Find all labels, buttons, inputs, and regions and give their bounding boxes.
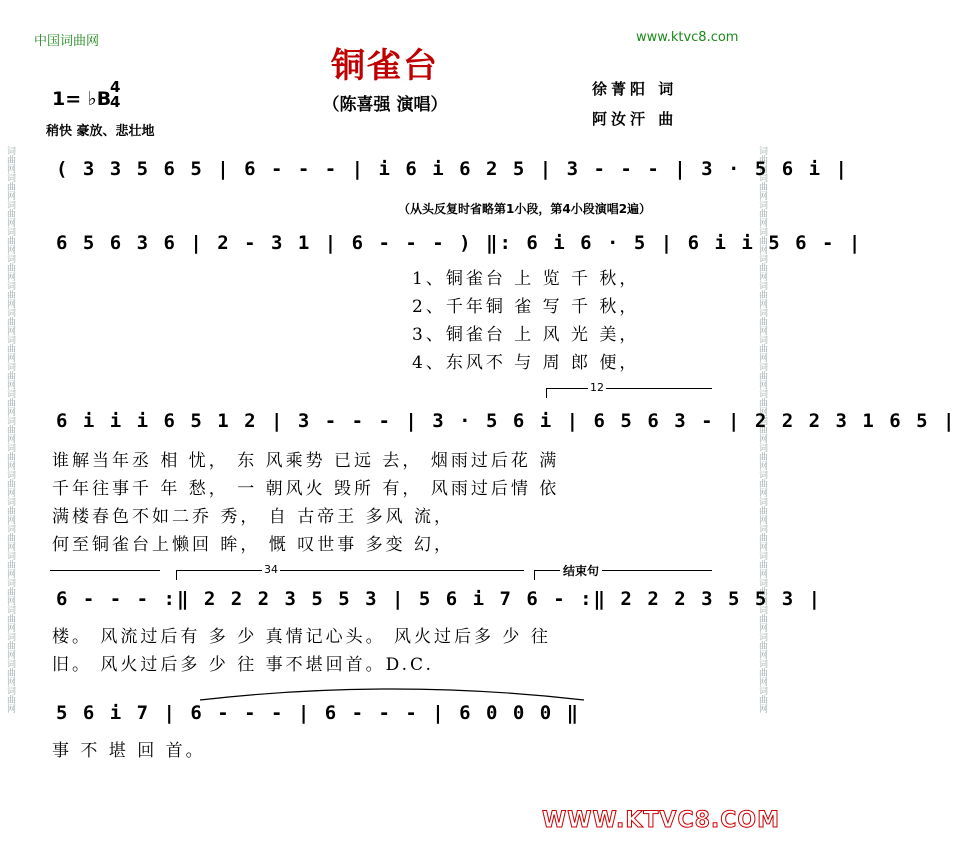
side-watermark-left: 词曲网词曲网词曲网词曲网词曲网词曲网词曲网词曲网词曲网词曲网词曲网词曲网词曲网词曲网词曲网词曲网词曲网词曲网词曲网词曲网词曲网 xyxy=(5,145,15,713)
composer-credit: 阿汝汗 曲 xyxy=(592,110,678,128)
verse-2-line-a: 2、千年铜 雀 写 千 秋， xyxy=(412,297,640,317)
tie-arc xyxy=(196,684,588,702)
ending-marker-34: 34 xyxy=(264,563,278,576)
score-line-4: 6 - - - :‖ 2 2 2 3 5 5 3 | 5 6 i 7 6 - :‖ 2 2 2 3 5 5 3 | xyxy=(56,588,823,610)
key-signature: 1= ♭B xyxy=(52,88,112,110)
repeat-instruction: （从头反复时省略第1小段，第4小段演唱2遍） xyxy=(398,202,652,216)
time-signature xyxy=(110,80,120,110)
site-name-watermark: 中国词曲网 xyxy=(34,34,100,49)
bottom-logo-watermark: WWW.KTVC8.COM xyxy=(542,808,780,833)
verse-3-line-a: 3、铜雀台 上 风 光 美， xyxy=(412,325,640,345)
ending-bracket-34 xyxy=(176,570,524,571)
verse-1-line-b: 谁解当年丞 相 忧， 东 风乘势 已远 去， 烟雨过后花 满 xyxy=(52,451,560,471)
song-title: 铜雀台 xyxy=(331,46,439,86)
site-url-watermark: www.ktvc8.com xyxy=(636,30,739,45)
score-line-2: 6 5 6 3 6 | 2 - 3 1 | 6 - - - ) ‖: 6 i 6 · 5 | 6 i i 5 6 - | xyxy=(56,232,863,254)
ending-bracket-12-tick xyxy=(546,388,547,398)
ending-marker-12: 12 xyxy=(590,381,604,394)
side-watermark-right: 词曲网词曲网词曲网词曲网词曲网词曲网词曲网词曲网词曲网词曲网词曲网词曲网词曲网词曲网词曲网词曲网词曲网词曲网词曲网词曲网词曲网 xyxy=(757,145,767,713)
lyricist-credit: 徐菁阳 词 xyxy=(592,80,678,98)
verse-4-line-b: 何至铜雀台上懒回 眸， 慨 叹世事 多变 幻， xyxy=(52,535,455,555)
time-signature-top: 4 xyxy=(110,78,121,96)
ending-bracket-first-line xyxy=(50,570,160,571)
verse-4-line-a: 4、东风不 与 周 郎 便， xyxy=(412,353,640,373)
ending-label: 结束句 xyxy=(560,562,602,579)
tempo-marking: 稍快 豪放、悲壮地 xyxy=(46,124,155,139)
verse-1-line-c: 楼。 风流过后有 多 少 真情记心头。 风火过后多 少 往 xyxy=(52,627,551,647)
verse-2-line-c: 旧。 风火过后多 少 往 事不堪回首。D.C. xyxy=(52,655,434,675)
singer-credit: （陈喜强 演唱） xyxy=(322,95,448,115)
ending-bracket-34-tick xyxy=(176,570,177,580)
verse-1-line-a: 1、铜雀台 上 览 千 秋， xyxy=(412,269,640,289)
ending-bracket-12 xyxy=(546,388,712,389)
time-signature-bottom: 4 xyxy=(110,93,121,111)
verse-end-line: 事 不 堪 回 首。 xyxy=(52,741,206,761)
verse-3-line-b: 满楼春色不如二乔 秀， 自 古帝王 多风 流， xyxy=(52,507,455,527)
score-line-3: 6 i i i 6 5 1 2 | 3 - - - | 3 · 5 6 i | 6 5 6 3 - | 2 2 2 3 1 6 5 | xyxy=(56,410,956,432)
score-line-5: 5 6 i 7 | 6 - - - | 6 - - - | 6 0 0 0 ‖ xyxy=(56,702,581,724)
score-line-1: ( 3 3 5 6 5 | 6 - - - | i 6 i 6 2 5 | 3 - - - | 3 · 5 6 i | xyxy=(56,158,849,180)
ending-bracket-final-tick xyxy=(534,570,535,580)
verse-2-line-b: 千年往事千 年 愁， 一 朝风火 毁所 有， 风雨过后情 依 xyxy=(52,479,560,499)
